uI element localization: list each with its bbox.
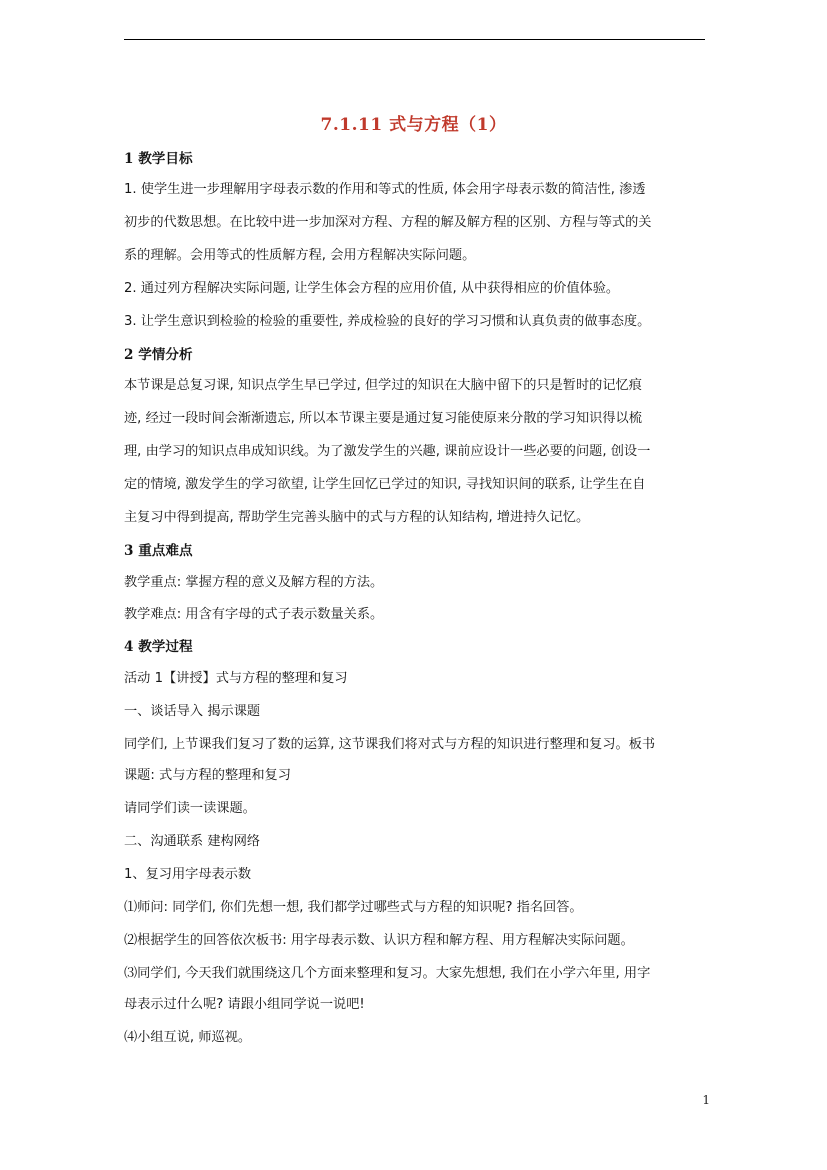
paragraph-line: 本节课是总复习课, 知识点学生早已学过, 但学过的知识在大脑中留下的只是暂时的记忆痕 (124, 378, 642, 393)
paragraph-line: ⑴师问: 同学们, 你们先想一想, 我们都学过哪些式与方程的知识呢? 指名回答。 (124, 900, 583, 915)
paragraph-line: 3. 让学生意识到检验的检验的重要性, 养成检验的良好的学习习惯和认真负责的做事态度。 (124, 314, 651, 329)
paragraph-line: 迹, 经过一段时间会渐渐遗忘, 所以本节课主要是通过复习能使原来分散的学习知识得以梳 (124, 411, 642, 426)
paragraph-line: 2. 通过列方程解决实际问题, 让学生体会方程的应用价值, 从中获得相应的价值体验。 (124, 281, 620, 296)
paragraph-line: 同学们, 上节课我们复习了数的运算, 这节课我们将对式与方程的知识进行整理和复习。板书 (124, 737, 656, 752)
paragraph-line: 1、复习用字母表示数 (124, 867, 252, 882)
section-heading-goals: 1 教学目标 (124, 151, 193, 167)
section-heading-process: 4 教学过程 (124, 639, 193, 655)
paragraph-line: 主复习中得到提高, 帮助学生完善头脑中的式与方程的认知结构, 增进持久记忆。 (124, 510, 590, 525)
paragraph-line: 母表示过什么呢? 请跟小组同学说一说吧! (124, 997, 365, 1012)
paragraph-line: 定的情境, 激发学生的学习欲望, 让学生回忆已学过的知识, 寻找知识间的联系, 让学生在自 (124, 477, 646, 492)
activity-title: 活动 1【讲授】式与方程的整理和复习 (124, 671, 348, 686)
paragraph-line: ⑵根据学生的回答依次板书: 用字母表示数、认识方程和解方程、用方程解决实际问题。 (124, 933, 634, 948)
paragraph-line: 请同学们读一读课题。 (124, 801, 256, 816)
paragraph-line: 教学重点: 掌握方程的意义及解方程的方法。 (124, 575, 384, 590)
paragraph-line: 1. 使学生进一步理解用字母表示数的作用和等式的性质, 体会用字母表示数的简洁性, 渗透 (124, 182, 646, 197)
document-title: 7.1.11 式与方程（1） (320, 115, 507, 135)
paragraph-line: 系的理解。会用等式的性质解方程, 会用方程解决实际问题。 (124, 248, 476, 263)
paragraph-line: 理, 由学习的知识点串成知识线。为了激发学生的兴趣, 课前应设计一些必要的问题, 创设一 (124, 444, 651, 459)
header-rule (124, 39, 705, 40)
subsection-title: 一、谈话导入 揭示课题 (124, 704, 261, 719)
section-heading-keypoints: 3 重点难点 (124, 543, 193, 559)
paragraph-line: ⑷小组互说, 师巡视。 (124, 1030, 252, 1045)
paragraph-line: 教学难点: 用含有字母的式子表示数量关系。 (124, 607, 384, 622)
section-heading-analysis: 2 学情分析 (124, 347, 193, 363)
paragraph-line: 课题: 式与方程的整理和复习 (124, 768, 291, 783)
page-number: 1 (702, 1093, 710, 1107)
paragraph-line: ⑶同学们, 今天我们就围绕这几个方面来整理和复习。大家先想想, 我们在小学六年里, 用字 (124, 966, 651, 981)
subsection-title: 二、沟通联系 建构网络 (124, 834, 261, 849)
paragraph-line: 初步的代数思想。在比较中进一步加深对方程、方程的解及解方程的区别、方程与等式的关 (124, 215, 652, 230)
